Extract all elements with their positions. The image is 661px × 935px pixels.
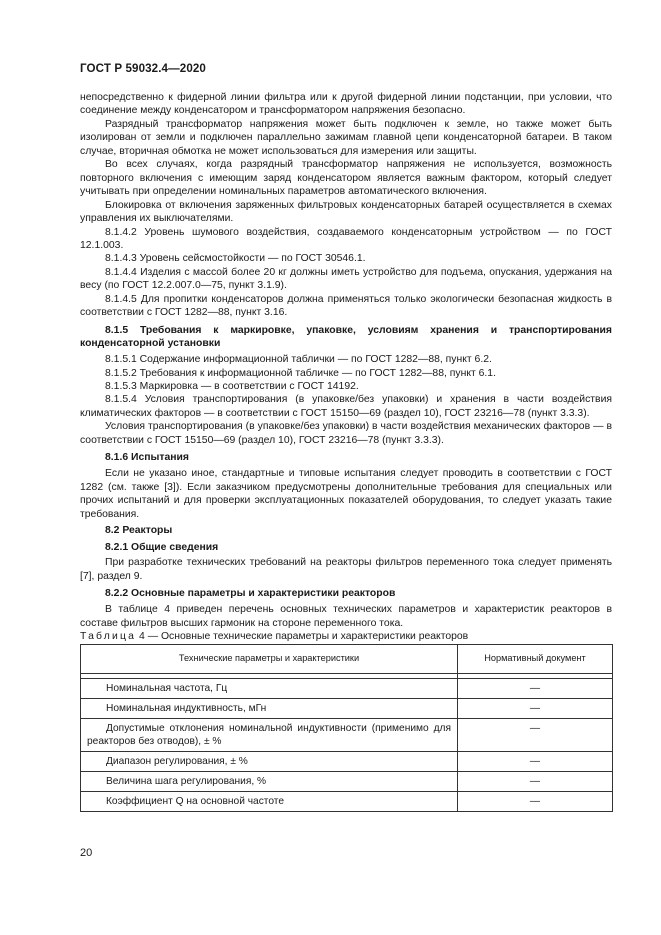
normative-document-cell: —	[458, 791, 613, 811]
paragraph: 8.1.4.2 Уровень шумового воздействия, создаваемого конденсаторным устройством — по ГОСТ 12.1.003.	[80, 226, 612, 251]
normative-document-cell: —	[458, 751, 613, 771]
parameter-cell: Величина шага регулирования, %	[81, 771, 458, 791]
table-caption-title: 4 — Основные технические параметры и характеристики реакторов	[136, 631, 469, 643]
paragraph: Разрядный трансформатор напряжения может быть подключен к земле, но также может быть изолирован от земли и подключен параллельно зажимам главной цепи конденсаторной батареи. В таком случае, вторичная обмотка не может использоваться для измерения или защиты.	[80, 118, 612, 157]
parameter-cell: Допустимые отклонения номинальной индуктивности (применимо для реакторов без отводов), ± %	[81, 718, 458, 751]
parameter-cell: Диапазон регулирования, ± %	[81, 751, 458, 771]
parameter-cell: Номинальная частота, Гц	[81, 678, 458, 698]
page-number: 20	[80, 847, 93, 859]
paragraph: 8.1.5.1 Содержание информационной таблички — по ГОСТ 1282—88, пункт 6.2.	[105, 354, 492, 366]
paragraph: Во всех случаях, когда разрядный трансформатор напряжения не используется, возможность повторного включения с имеющим заряд конденсатором является важным фактором, который следует учитывать при определении номинальных параметров автоматического включения.	[80, 159, 612, 198]
document-code-header: ГОСТ Р 59032.4—2020	[80, 62, 206, 75]
section-heading: 8.2.1 Общие сведения	[105, 541, 219, 553]
section-heading: 8.2 Реакторы	[105, 525, 173, 537]
paragraph: Блокировка от включения заряженных фильтровых конденсаторных батарей осуществляется в схемах управления их выключателями.	[80, 199, 612, 225]
column-header-normative-document: Нормативный документ	[458, 644, 613, 673]
paragraph: Если не указано иное, стандартные и типовые испытания следует проводить в соответствии с ГОСТ 1282 (см. также [3]). Если заказчиком предусмотрены дополнительные требования для специальных или прочих испытаний и для проверки эксплуатационных показателей оборудования, то следует указать такие требования.	[80, 468, 612, 520]
paragraph: В таблице 4 приведен перечень основных технических параметров и характеристик реакторов в составе фильтров высших гармоник на стороне переменного тока.	[80, 604, 612, 629]
table-row	[81, 718, 613, 751]
normative-document-cell: —	[458, 771, 613, 791]
parameter-cell: Номинальная индуктивность, мГн	[81, 698, 458, 718]
parameters-table	[80, 644, 613, 812]
table-row	[81, 771, 613, 791]
normative-document-cell: —	[458, 718, 613, 751]
table-body	[81, 673, 613, 811]
normative-document-cell: —	[458, 698, 613, 718]
parameter-cell: Коэффициент Q на основной частоте	[81, 791, 458, 811]
section-heading: 8.2.2 Основные параметры и характеристики реакторов	[105, 588, 396, 600]
paragraph: 8.1.5.4 Условия транспортирования (в упаковке/без упаковки) и хранения в части воздействия климатических факторов — в соответствии с ГОСТ 15150—69 (раздел 10), ГОСТ 23216—78 (пункт 3.3.3).	[80, 394, 612, 419]
paragraph: 8.1.4.3 Уровень сейсмостойкости — по ГОСТ 30546.1.	[105, 253, 366, 265]
paragraph: непосредственно к фидерной линии фильтра или к другой фидерной линии подстанции, при условии, что соединение между конденсатором и трансформатором напряжения безопасно.	[80, 92, 612, 117]
section-heading: 8.1.5 Требования к маркировке, упаковке, условиям хранения и транспортирования конденсаторной установки	[80, 324, 612, 350]
paragraph: Условия транспортирования (в упаковке/без упаковки) в части воздействия механических факторов — в соответствии с ГОСТ 15150—69 (раздел 10), ГОСТ 23216—78 (пункт 3.3.3).	[80, 421, 612, 446]
body-text	[80, 91, 612, 630]
paragraph: 8.1.5.3 Маркировка — в соответствии с ГОСТ 14192.	[105, 381, 359, 393]
table-caption-label: Таблица	[80, 631, 137, 643]
table-row	[81, 751, 613, 771]
column-header-parameters: Технические параметры и характеристики	[81, 644, 458, 673]
paragraph: 8.1.4.4 Изделия с массой более 20 кг должны иметь устройство для подъема, опускания, удержания на весу (по ГОСТ 12.2.007.0—75, пункт 3.1.9).	[80, 266, 612, 292]
table-caption	[80, 630, 612, 643]
table-row	[81, 678, 613, 698]
table-header-row	[81, 644, 613, 673]
page-content	[80, 91, 612, 812]
paragraph: При разработке технических требований на реакторы фильтров переменного тока следует применять [7], раздел 9.	[80, 557, 612, 582]
paragraph: 8.1.5.2 Требования к информационной табличке — по ГОСТ 1282—88, пункт 6.1.	[105, 367, 496, 379]
paragraph: 8.1.4.5 Для пропитки конденсаторов должна применяться только экологически безопасная жидкость в соответствии с ГОСТ 1282—88, пункт 3.16.	[80, 293, 612, 319]
section-heading: 8.1.6 Испытания	[105, 452, 189, 464]
table-row	[81, 698, 613, 718]
normative-document-cell: —	[458, 678, 613, 698]
table-row	[81, 791, 613, 811]
